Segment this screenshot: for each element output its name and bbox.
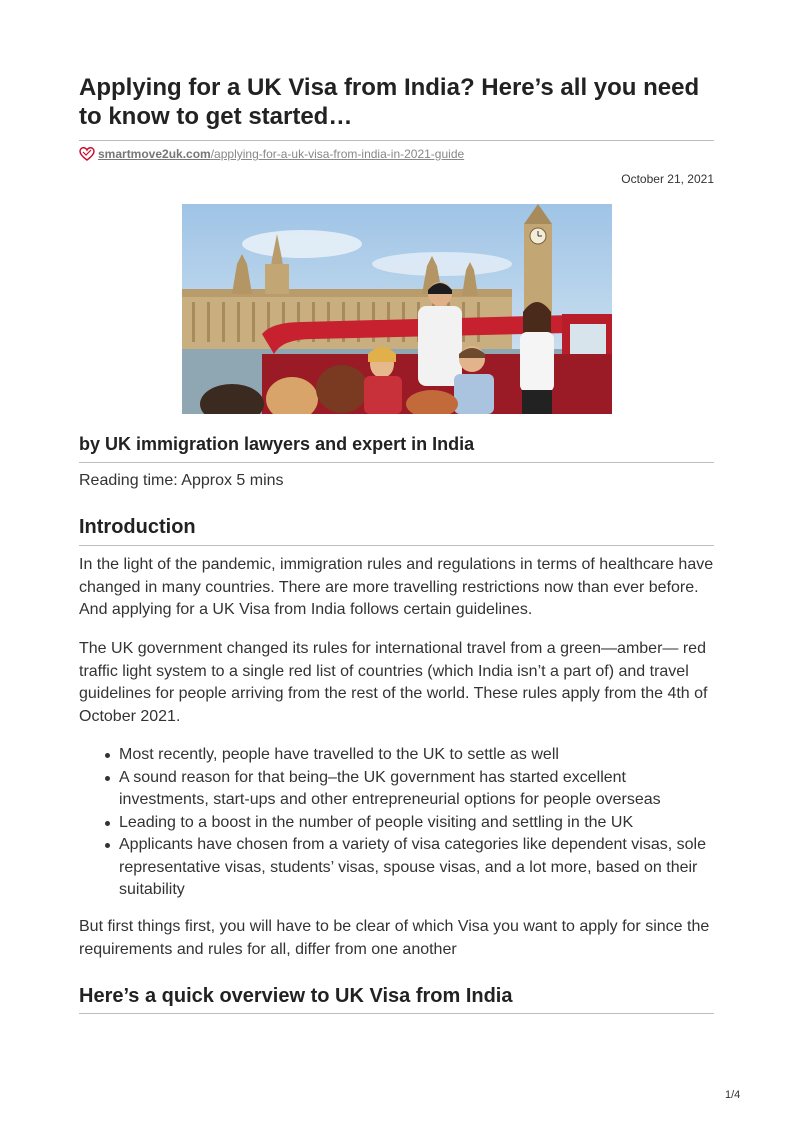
title-divider xyxy=(79,140,714,141)
source-link[interactable] xyxy=(79,146,464,162)
section-heading-introduction: Introduction xyxy=(79,516,196,538)
hero-image xyxy=(182,204,612,414)
london-parliament-bus-tourists-photo xyxy=(182,204,612,414)
reading-time: Reading time: Approx 5 mins xyxy=(79,472,284,489)
source-path[interactable]: /applying-for-a-uk-visa-from-india-in-2021-guide xyxy=(210,147,465,161)
byline: by UK immigration lawyers and expert in India xyxy=(79,434,475,454)
page-title: Applying for a UK Visa from India? Here’s all you need to know to get started… xyxy=(79,74,700,130)
list-item: Leading to a boost in the number of people visiting and settling in the UK xyxy=(119,812,714,835)
heart-logo-icon xyxy=(79,146,95,162)
section-divider xyxy=(79,545,714,546)
source-domain[interactable]: smartmove2uk.com xyxy=(98,147,211,161)
paragraph: In the light of the pandemic, immigration rules and regulations in terms of healthcare have changed in many countries. There are more travelling restrictions now than ever before. And applying for a UK Visa from India follows certain guidelines. xyxy=(79,556,714,618)
section-heading-overview: Here’s a quick overview to UK Visa from India xyxy=(79,985,513,1007)
page-number: 1/4 xyxy=(725,1089,741,1101)
paragraph: The UK government changed its rules for international travel from a green—amber— red traffic light system to a single red list of countries (which India isn’t a part of) and travel guidelines for people arriving from the rest of the world. These rules apply from the 4th of October 2021. xyxy=(79,640,708,725)
byline-divider xyxy=(79,462,714,463)
paragraph: But first things first, you will have to be clear of which Visa you want to apply for since the requirements and rules for all, differ from one another xyxy=(79,918,710,958)
section-divider xyxy=(79,1013,714,1014)
list-item: Most recently, people have travelled to the UK to settle as well xyxy=(119,744,714,767)
bullet-list xyxy=(79,744,714,902)
list-item: Applicants have chosen from a variety of visa categories like dependent visas, sole representative visas, students’ visas, spouse visas, and a lot more, based on their suitability xyxy=(119,834,714,902)
publish-date: October 21, 2021 xyxy=(621,172,714,186)
list-item: A sound reason for that being–the UK government has started excellent investments, start-ups and other entrepreneurial options for people overseas xyxy=(119,767,714,812)
